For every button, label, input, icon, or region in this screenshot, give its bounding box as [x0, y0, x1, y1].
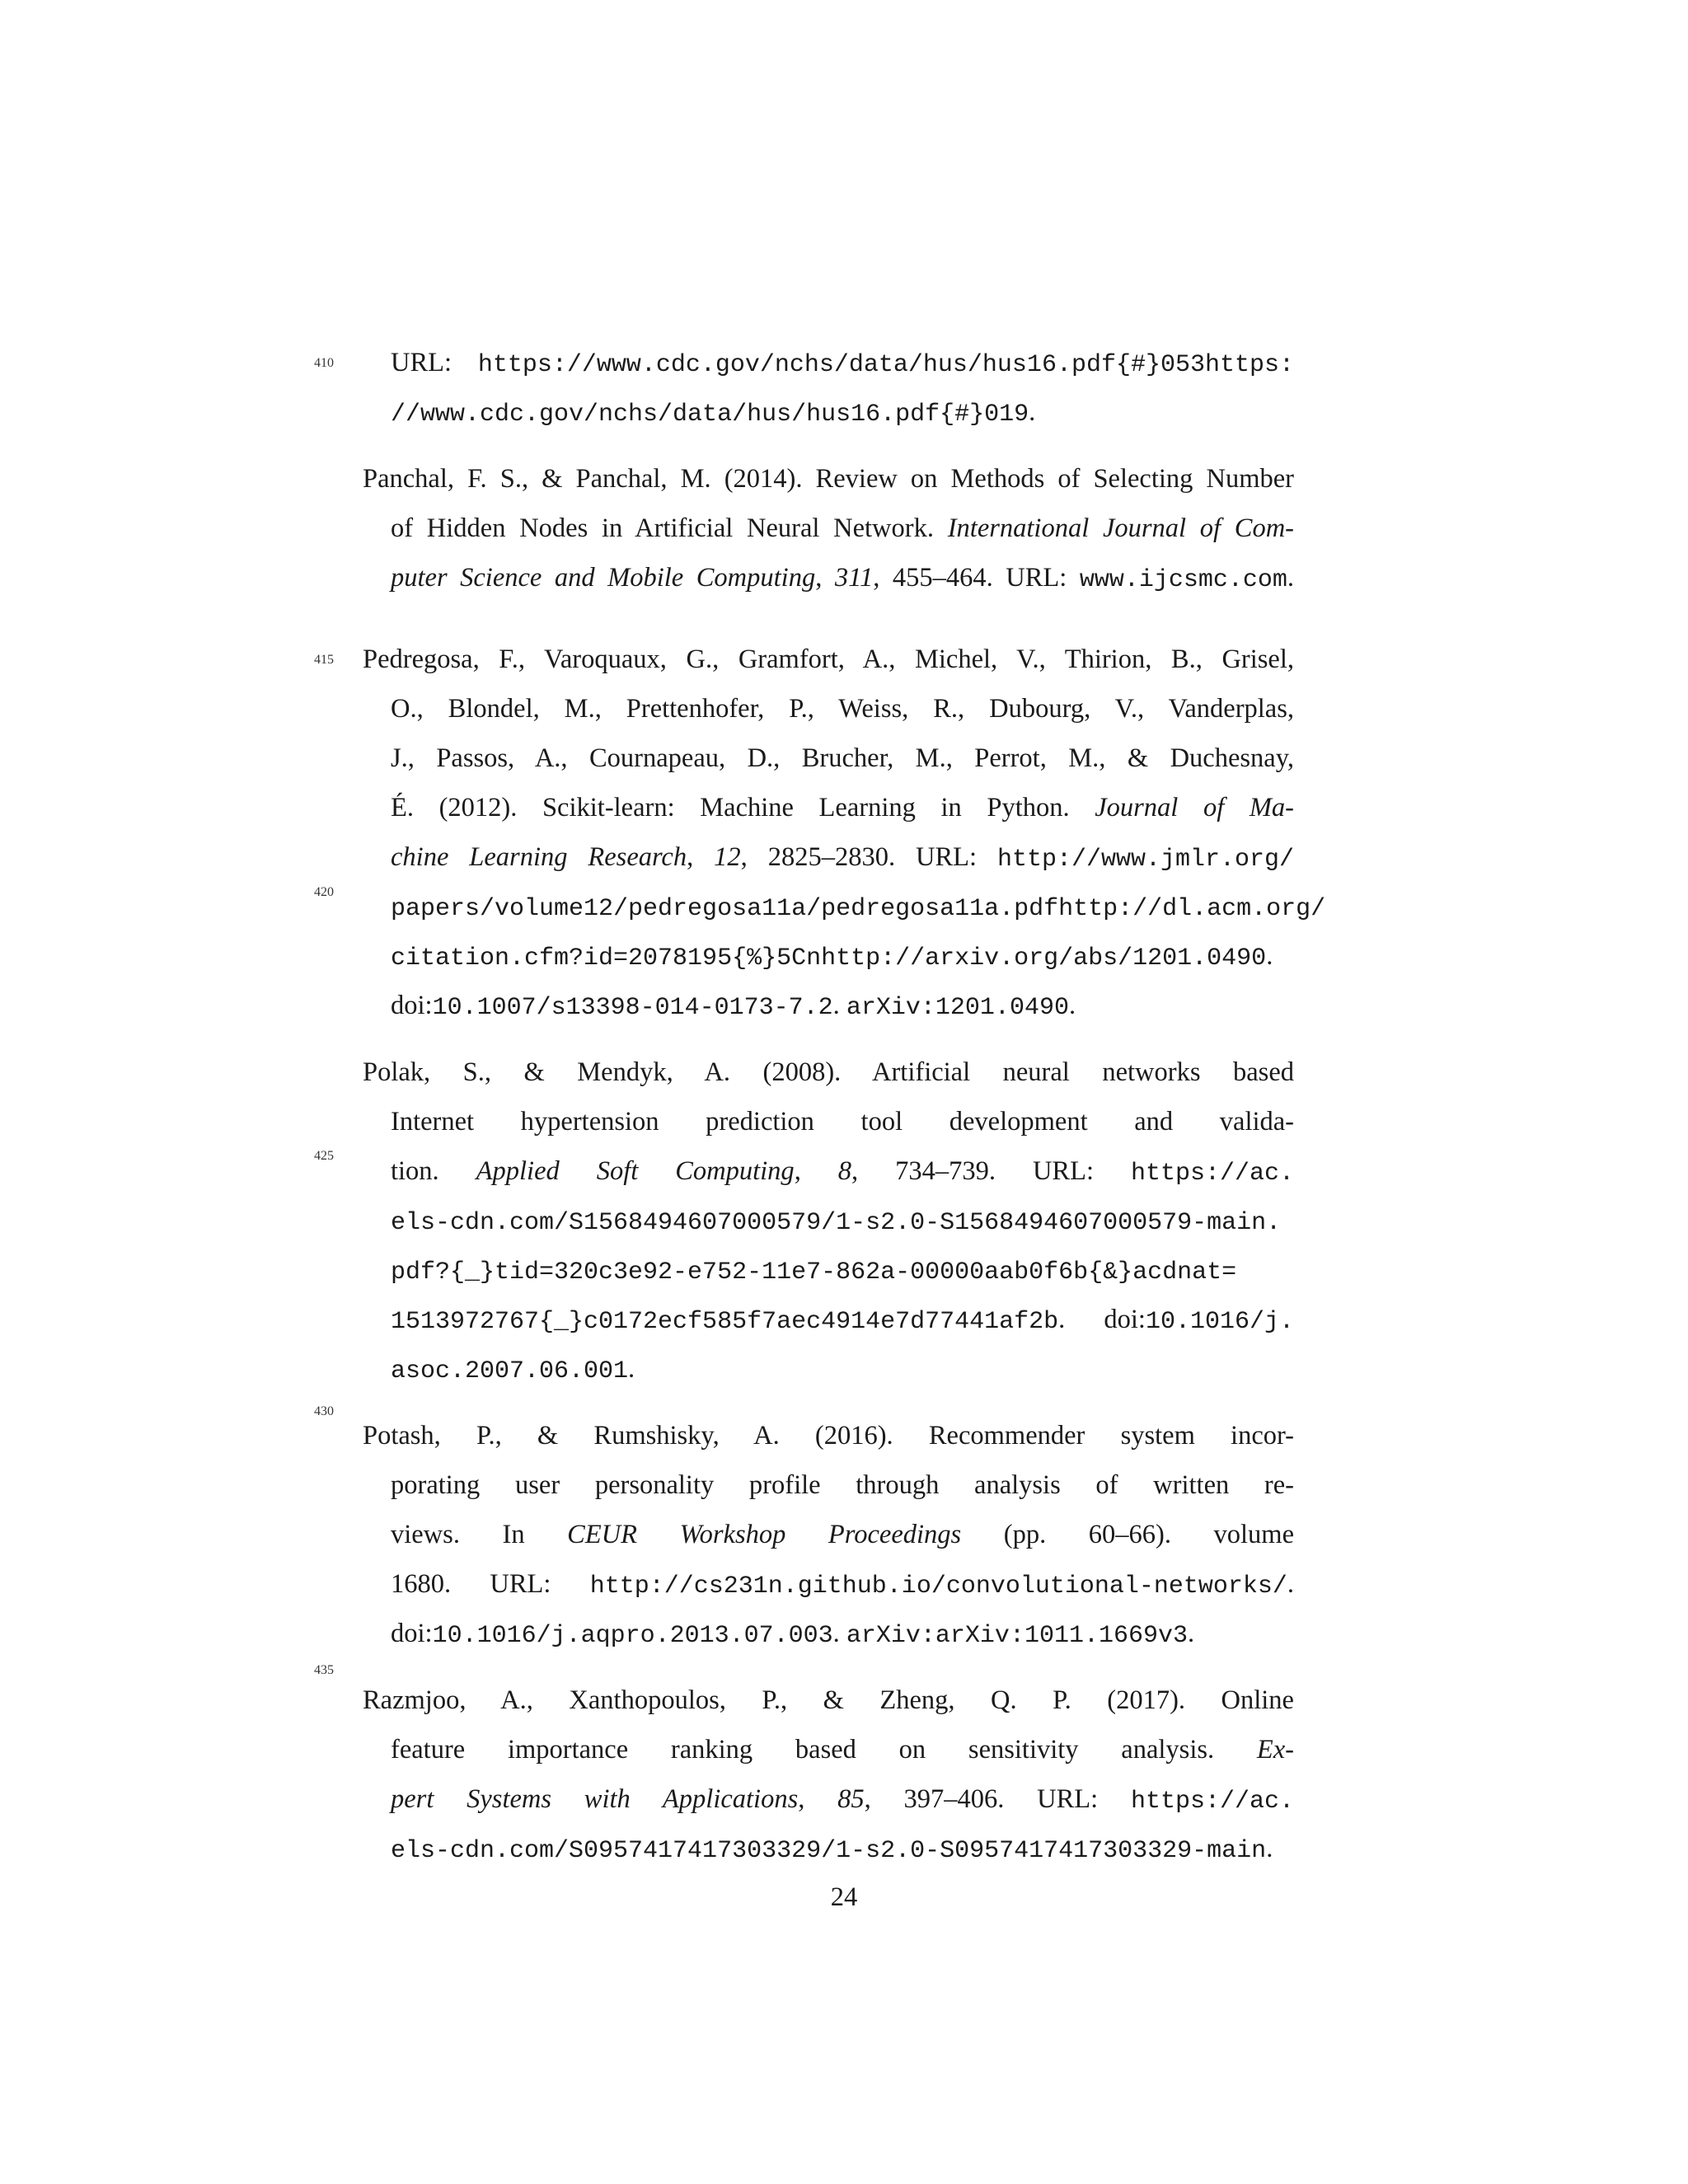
- reference-line: J., Passos, A., Cournapeau, D., Brucher, M., Perrot, M., & Duchesnay,: [391, 743, 1294, 773]
- reference-url[interactable]: 1513972767{_}c0172ecf585f7aec4914e7d77441af2b: [391, 1308, 1059, 1336]
- reference-url[interactable]: pdf?{_}tid=320c3e92-e752-11e7-862a-00000aab0f6b{&}acdnat=: [391, 1258, 1237, 1286]
- reference-url[interactable]: http://www.jmlr.org/: [996, 846, 1295, 874]
- reference-url[interactable]: els-cdn.com/S0957417417303329/1-s2.0-S0957417417303329-main: [391, 1837, 1267, 1865]
- volume-number: 85: [837, 1784, 865, 1814]
- reference-url[interactable]: https://ac.: [1130, 1788, 1294, 1816]
- reference-url[interactable]: citation.cfm?id=2078195{%}5Cnhttp://arxiv.org/abs/1201.0490: [391, 944, 1267, 972]
- reference-line: doi:10.1007/s13398-014-0173-7.2. arXiv:1201.0490.: [391, 991, 1076, 1022]
- reference-line: of Hidden Nodes in Artificial Neural Network. International Journal of Com-: [391, 513, 1294, 543]
- reference-line: porating user personality profile through analysis of written re-: [391, 1470, 1294, 1500]
- reference-line: [391, 1245, 1294, 1295]
- reference-url[interactable]: www.ijcsmc.com: [1079, 566, 1287, 594]
- reference-line: asoc.2007.06.001.: [391, 1354, 635, 1385]
- line-number: 425: [314, 1149, 334, 1163]
- journal-title: Journal of Ma-: [1095, 793, 1294, 823]
- volume-number: 12: [714, 842, 741, 872]
- journal-title: Applied Soft Computing: [476, 1156, 795, 1186]
- reference-doi[interactable]: asoc.2007.06.001: [391, 1357, 629, 1385]
- reference-doi[interactable]: 10.1016/j.aqpro.2013.07.003: [432, 1622, 833, 1650]
- reference-line: 1680. URL: http://cs231n.github.io/convolutional-networks/.: [391, 1569, 1295, 1601]
- reference-doi[interactable]: 10.1016/j.: [1145, 1308, 1294, 1336]
- reference-doi[interactable]: 10.1007/s13398-014-0173-7.2: [432, 994, 833, 1022]
- reference-line: Internet hypertension prediction tool development and valida-: [391, 1107, 1294, 1137]
- reference-line: //www.cdc.gov/nchs/data/hus/hus16.pdf{#}019.: [391, 397, 1036, 429]
- journal-title: International Journal of Com-: [947, 513, 1294, 543]
- reference-url[interactable]: papers/volume12/pedregosa11a/pedregosa11a.pdfhttp://dl.acm.org/: [391, 895, 1326, 923]
- journal-title: pert Systems with Applications: [391, 1784, 799, 1814]
- line-number: 430: [314, 1404, 334, 1418]
- reference-line: pert Systems with Applications, 85, 397–406. URL: https://ac.: [391, 1784, 1294, 1816]
- volume-number: 311: [834, 563, 874, 593]
- line-number: 435: [314, 1663, 334, 1677]
- reference-url[interactable]: els-cdn.com/S1568494607000579/1-s2.0-S1568494607000579-main.: [391, 1209, 1282, 1237]
- reference-line: puter Science and Mobile Computing, 311, 455–464. URL: www.ijcsmc.com.: [391, 563, 1295, 594]
- reference-line: Potash, P., & Rumshisky, A. (2016). Recommender system incor-: [363, 1421, 1294, 1451]
- reference-line: feature importance ranking based on sensitivity analysis. Ex-: [391, 1735, 1294, 1765]
- reference-line: O., Blondel, M., Prettenhofer, P., Weiss, R., Dubourg, V., Vanderplas,: [391, 694, 1294, 724]
- reference-line: views. In CEUR Workshop Proceedings (pp. 60–66). volume: [391, 1520, 1294, 1549]
- line-number: 415: [314, 653, 334, 667]
- reference-line: els-cdn.com/S0957417417303329/1-s2.0-S0957417417303329-main.: [391, 1834, 1273, 1865]
- reference-line: Pedregosa, F., Varoquaux, G., Gramfort, A., Michel, V., Thirion, B., Grisel,: [363, 644, 1294, 674]
- journal-title: Ex-: [1256, 1735, 1294, 1765]
- reference-line: [391, 882, 1326, 931]
- reference-line: [391, 338, 1294, 387]
- reference-line: chine Learning Research, 12, 2825–2830. URL: http://www.jmlr.org/: [391, 842, 1295, 874]
- reference-url[interactable]: https://www.cdc.gov/nchs/data/hus/hus16.pdf{#}053https:: [477, 351, 1294, 379]
- reference-arxiv[interactable]: arXiv:arXiv:1011.1669v3: [846, 1622, 1188, 1650]
- reference-line: tion. Applied Soft Computing, 8, 734–739. URL: https://ac.: [391, 1156, 1295, 1188]
- reference-url[interactable]: //www.cdc.gov/nchs/data/hus/hus16.pdf{#}019: [391, 401, 1029, 429]
- volume-number: 8: [837, 1156, 852, 1186]
- reference-line: Polak, S., & Mendyk, A. (2008). Artificial neural networks based: [363, 1057, 1294, 1087]
- book-title: CEUR Workshop Proceedings: [567, 1520, 962, 1549]
- reference-url[interactable]: https://ac.: [1130, 1160, 1295, 1188]
- reference-line: citation.cfm?id=2078195{%}5Cnhttp://arxiv.org/abs/1201.0490.: [391, 941, 1273, 972]
- reference-url[interactable]: http://cs231n.github.io/convolutional-networks/: [589, 1572, 1287, 1601]
- reference-arxiv[interactable]: arXiv:1201.0490: [846, 994, 1069, 1022]
- reference-line: [391, 1196, 1294, 1245]
- line-number: 410: [314, 356, 334, 370]
- journal-title: chine Learning Research: [391, 842, 687, 872]
- reference-line: É. (2012). Scikit-learn: Machine Learning in Python. Journal of Ma-: [391, 793, 1294, 823]
- page-number: 24: [830, 1882, 858, 1912]
- reference-line: Panchal, F. S., & Panchal, M. (2014). Review on Methods of Selecting Number: [363, 464, 1294, 494]
- line-number: 420: [314, 885, 334, 899]
- reference-line: doi:10.1016/j.aqpro.2013.07.003. arXiv:arXiv:1011.1669v3.: [391, 1619, 1195, 1650]
- url-label: URL:: [391, 348, 452, 377]
- reference-line: Razmjoo, A., Xanthopoulos, P., & Zheng, Q. P. (2017). Online: [363, 1685, 1294, 1715]
- journal-title: puter Science and Mobile Computing: [391, 563, 816, 593]
- reference-line: 1513972767{_}c0172ecf585f7aec4914e7d77441af2b. doi:10.1016/j.: [391, 1305, 1294, 1336]
